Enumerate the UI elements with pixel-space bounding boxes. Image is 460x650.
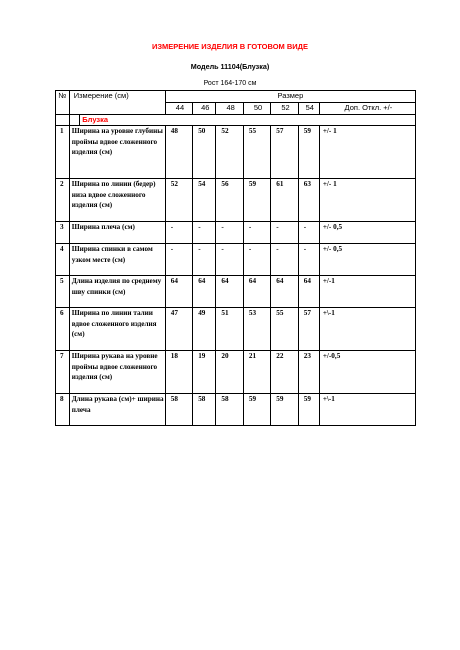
header-measurement: Измерение (см) [69,91,165,115]
row-size-value: - [271,222,298,244]
table-row [56,351,416,394]
row-measurement-name: Длина изделия по среднему шву спинки (см) [69,276,165,308]
row-tolerance: +/- 1 [319,126,415,179]
row-size-value: - [243,222,270,244]
row-size-value: 47 [165,308,192,351]
size-cell: 48 [216,102,243,114]
row-size-value: - [216,244,243,276]
header-tolerance: Доп. Откл. +/- [319,102,415,114]
row-size-value: 54 [193,179,216,222]
row-size-value: 56 [216,179,243,222]
row-size-value: 64 [298,276,319,308]
row-measurement-name: Ширина плеча (см) [69,222,165,244]
row-number: 3 [56,222,70,244]
row-size-value: 64 [193,276,216,308]
document-title: ИЗМЕРЕНИЕ ИЗДЕЛИЯ В ГОТОВОМ ВИДЕ [151,42,309,51]
section-row [56,114,416,126]
table-row [56,394,416,426]
row-size-value: 19 [193,351,216,394]
table-row [56,126,416,179]
row-number: 8 [56,394,70,426]
row-size-value: - [271,244,298,276]
row-tolerance: +\-1 [319,394,415,426]
section-empty-cell [56,114,70,126]
row-size-value: 57 [298,308,319,351]
row-number: 6 [56,308,70,351]
row-tolerance: +/-1 [319,276,415,308]
row-size-value: 59 [298,394,319,426]
row-size-value: 53 [243,308,270,351]
row-size-value: 49 [193,308,216,351]
row-size-value: 57 [271,126,298,179]
row-size-value: 61 [271,179,298,222]
row-measurement-name: Ширина по линии (бедер) низа вдвое сложенного изделия (см) [69,179,165,222]
table-body [56,91,416,426]
row-size-value: 58 [216,394,243,426]
row-size-value: 63 [298,179,319,222]
row-number: 1 [56,126,70,179]
section-label-text: Блузка [82,114,109,124]
section-label [80,114,416,126]
header-row [56,91,416,103]
row-measurement-name: Ширина на уровне глубины проймы вдвое сложенного изделия (см) [69,126,165,179]
row-size-value: 64 [271,276,298,308]
row-size-value: 59 [243,394,270,426]
row-size-value: - [165,222,192,244]
row-size-value: 48 [165,126,192,179]
row-size-value: - [193,222,216,244]
row-size-value: 64 [243,276,270,308]
row-size-value: - [165,244,192,276]
row-size-value: 18 [165,351,192,394]
row-size-value: 58 [165,394,192,426]
row-measurement-name: Длина рукава (см)+ ширина плеча [69,394,165,426]
size-cell: 54 [298,102,319,114]
size-cell: 52 [271,102,298,114]
row-size-value: 59 [298,126,319,179]
row-size-value: - [216,222,243,244]
row-measurement-name: Ширина спинки в самом узком месте (см) [69,244,165,276]
section-empty-cell [69,114,80,126]
size-cell: 44 [165,102,192,114]
row-size-value: - [298,244,319,276]
header-number: № [56,91,70,115]
row-size-value: 58 [193,394,216,426]
height-label: Рост 164-170 см [203,80,257,87]
model-label: Модель 11104(Блузка) [190,62,270,71]
header-size: Размер [165,91,415,103]
row-size-value: 52 [165,179,192,222]
row-number: 4 [56,244,70,276]
row-size-value: 55 [243,126,270,179]
row-measurement-name: Ширина рукава на уровне проймы вдвое сложенного изделия (см) [69,351,165,394]
row-tolerance: +\-1 [319,308,415,351]
row-size-value: 64 [165,276,192,308]
table-row [56,222,416,244]
row-tolerance: +/- 0,5 [319,244,415,276]
row-tolerance: +/- 0,5 [319,222,415,244]
row-size-value: 55 [271,308,298,351]
table-row [56,244,416,276]
row-size-value: 59 [243,179,270,222]
row-number: 7 [56,351,70,394]
row-size-value: 22 [271,351,298,394]
table-row [56,276,416,308]
row-size-value: - [193,244,216,276]
row-measurement-name: Ширина по линии талии вдвое сложенного изделия (см) [69,308,165,351]
table-row [56,308,416,351]
row-size-value: 50 [193,126,216,179]
row-size-value: 21 [243,351,270,394]
size-cell: 46 [193,102,216,114]
row-size-value: - [243,244,270,276]
row-tolerance: +/-0,5 [319,351,415,394]
table-row [56,179,416,222]
row-size-value: 51 [216,308,243,351]
row-size-value: 23 [298,351,319,394]
row-size-value: 52 [216,126,243,179]
row-number: 2 [56,179,70,222]
row-number: 5 [56,276,70,308]
measurement-table [55,90,416,426]
row-size-value: 64 [216,276,243,308]
size-cell: 50 [243,102,270,114]
row-size-value: 20 [216,351,243,394]
row-tolerance: +/- 1 [319,179,415,222]
row-size-value: - [298,222,319,244]
row-size-value: 59 [271,394,298,426]
